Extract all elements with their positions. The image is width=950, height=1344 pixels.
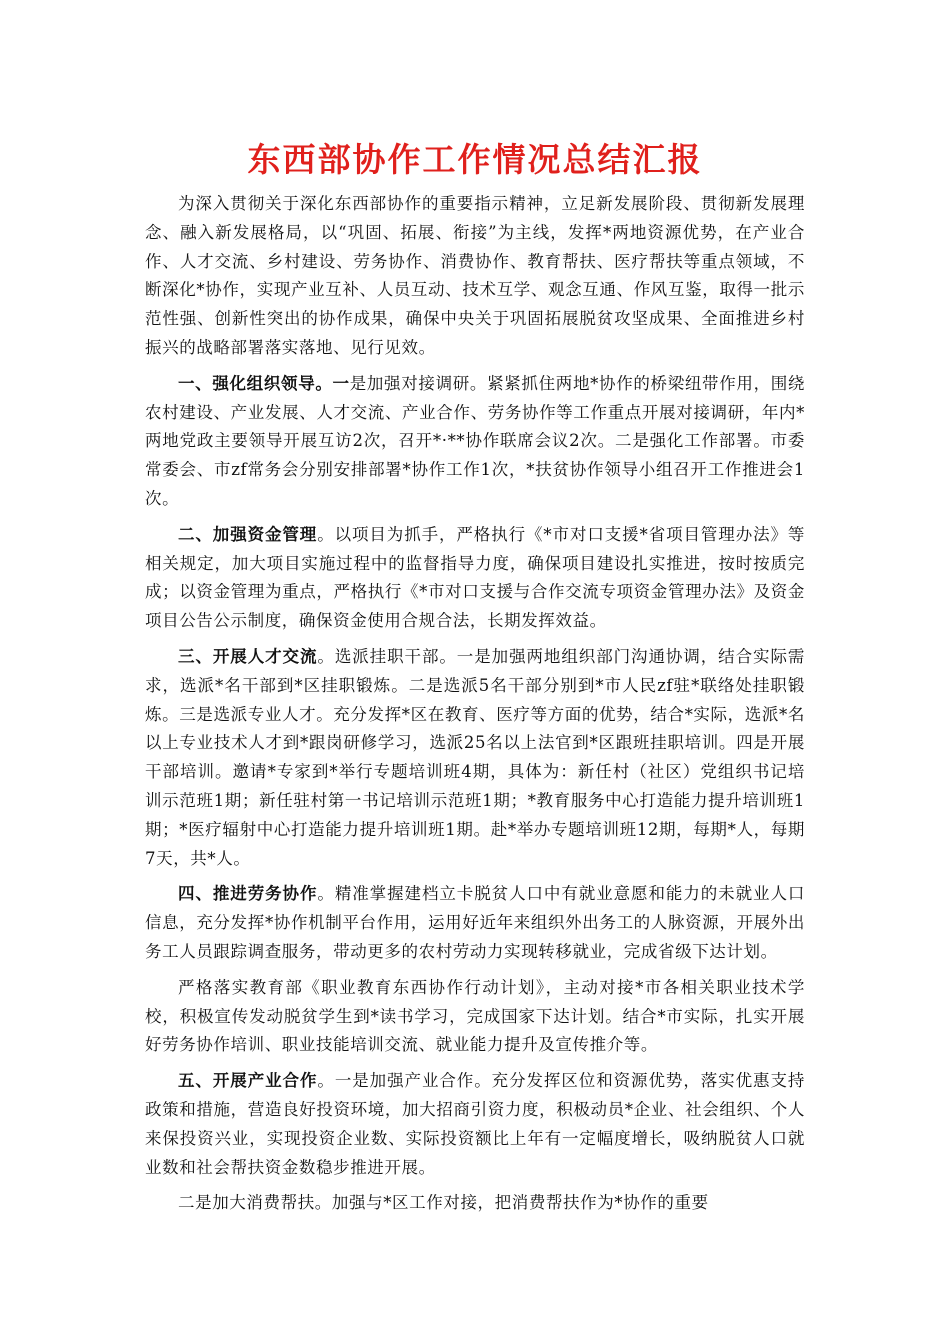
section-5-heading: 五、开展产业合作 [178, 1071, 318, 1091]
vocational-education-paragraph [145, 974, 805, 1060]
section-2-heading: 二、加强资金管理 [178, 524, 318, 544]
section-3-paragraph [145, 643, 805, 873]
paragraph-text: 。以项目为抓手，严格执行《*市对口支援*省项目管理办法》等相关规定，加大项目实施过程中的监督指导力度，确保项目建设扎实推进，按时按质完成；以资金管理为重点，严格执行《*市对口支援与合作交流专项资金管理办法》及资金项目公告公示制度，确保资金使用合规合法，长期发挥效益。 [145, 524, 805, 631]
paragraph-text: 。选派挂职干部。一是加强两地组织部门沟通协调，结合实际需求，选派*名干部到*区挂职锻炼。二是选派5名干部分别到*市人民zf驻*联络处挂职锻炼。三是选派专业人才。充分发挥*区在教育、医疗等方面的优势，结合*实际，选派*名以上专业技术人才到*跟岗研修学习，选派25名以上法官到*区跟班挂职培训。四是开展干部培训。邀请*专家到*举行专题培训班4期，具体为：新任村（社区）党组织书记培训示范班1期；新任驻村第一书记培训示范班1期；*教育服务中心打造能力提升培训班1期；*医疗辐射中心打造能力提升培训班1期。赴*举办专题培训班12期，每期*人，每期7天，共*人。 [145, 646, 805, 868]
paragraph-text: 为深入贯彻关于深化东西部协作的重要指示精神，立足新发展阶段、贯彻新发展理念、融入新发展格局，以“巩固、拓展、衔接”为主线，发挥*两地资源优势，在产业合作、人才交流、乡村建设、劳务协作、消费协作、教育帮扶、医疗帮扶等重点领域，不断深化*协作，实现产业互补、人员互动、技术互学、观念互通、作风互鉴，取得一批示范性强、创新性突出的协作成果，确保中央关于巩固拓展脱贫攻坚成果、全面推进乡村振兴的战略部署落实落地、见行见效。 [145, 194, 805, 357]
section-5-paragraph [145, 1067, 805, 1182]
paragraph-text: 二是加大消费帮扶。加强与*区工作对接，把消费帮扶作为*协作的重要 [178, 1193, 709, 1213]
section-4-heading: 四、推进劳务协作 [178, 884, 318, 904]
section-1-heading: 一、强化组织领导。一 [178, 373, 350, 393]
paragraph-text: 是加强对接调研。紧紧抓住两地*协作的桥梁纽带作用，围绕农村建设、产业发展、人才交流、产业合作、劳务协作等工作重点开展对接调研，年内*两地党政主要领导开展互访2次，召开*·**协作联席会议2次。二是强化工作部署。市委常委会、市zf常务会分别安排部署*协作工作1次，*扶贫协作领导小组召开工作推进会1次。 [145, 373, 806, 508]
document-title: 东西部协作工作情况总结汇报 [247, 140, 703, 179]
section-3-heading: 三、开展人才交流 [178, 646, 318, 666]
section-1-paragraph [145, 370, 805, 514]
paragraph-text: 。一是加强产业合作。充分发挥区位和资源优势，落实优惠支持政策和措施，营造良好投资环境，加大招商引资力度，积极动员*企业、社会组织、个人来保投资兴业，实现投资企业数、实际投资额比上年有一定幅度增长，吸纳脱贫人口就业数和社会帮扶资金数稳步推进开展。 [145, 1071, 805, 1177]
section-2-paragraph [145, 521, 805, 636]
paragraph-text: 。精准掌握建档立卡脱贫人口中有就业意愿和能力的未就业人口信息，充分发挥*协作机制平台作用，运用好近年来组织外出务工的人脉资源，开展外出务工人员跟踪调查服务，带动更多的农村劳动力实现转移就业，完成省级下达计划。 [145, 884, 805, 961]
intro-paragraph [145, 190, 805, 363]
consumption-support-paragraph [145, 1189, 805, 1218]
paragraph-text: 严格落实教育部《职业教育东西协作行动计划》，主动对接*市各相关职业技术学校，积极宣传发动脱贫学生到*读书学习，完成国家下达计划。结合*市实际，扎实开展好劳务协作培训、职业技能培训交流、就业能力提升及宣传推介等。 [145, 977, 805, 1055]
section-4-paragraph [145, 880, 805, 966]
